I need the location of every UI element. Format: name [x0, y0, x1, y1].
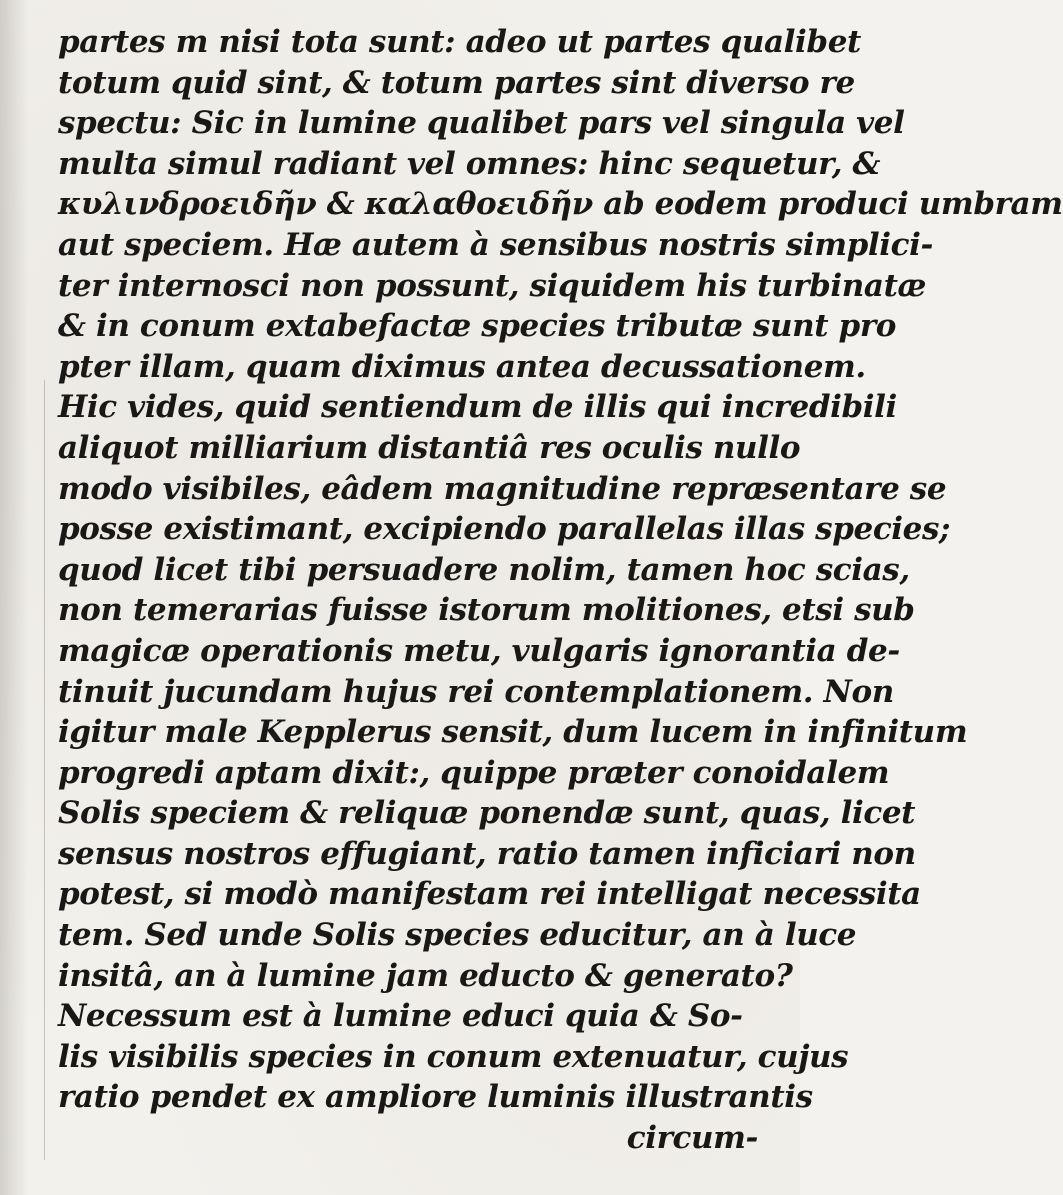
text-line: progredi aptam dixit:, quippe præter conoidalem [58, 754, 890, 791]
text-line: modo visibiles, eâdem magnitudine repræsentare se [58, 470, 947, 507]
text-line: sensus nostros effugiant, ratio tamen inficiari non [58, 835, 916, 872]
text-line: & in conum extabefactæ species tributæ sunt pro [58, 308, 897, 345]
gutter-shadow [0, 0, 28, 1195]
catchword: circum- [626, 1120, 758, 1157]
text-line: Solis speciem & reliquæ ponendæ sunt, quas, licet [58, 795, 916, 832]
text-line: igitur male Kepplerus sensit, dum lucem in infinitum [58, 714, 968, 751]
text-line: magicæ operationis metu, vulgaris ignorantia de- [58, 632, 900, 669]
text-line: posse existimant, excipiendo parallelas illas species; [58, 511, 951, 548]
margin-rule [44, 380, 45, 1160]
text-line: lis visibilis species in conum extenuatur, cujus [58, 1038, 849, 1075]
text-line: aliquot milliarium distantiâ res oculis nullo [58, 429, 801, 466]
text-line: pter illam, quam diximus antea decussationem. [58, 348, 866, 385]
text-line: ratio pendet ex ampliore luminis illustrantis [58, 1079, 813, 1116]
text-line: totum quid sint, & totum partes sint diverso re [58, 64, 855, 101]
text-line: quod licet tibi persuadere nolim, tamen hoc scias, [58, 551, 910, 588]
text-line: tem. Sed unde Solis species educitur, an à luce [58, 917, 857, 954]
text-line: ter internosci non possunt, siquidem his turbinatæ [58, 267, 926, 304]
text-line: non temerarias fuisse istorum molitiones, etsi sub [58, 592, 915, 629]
text-line: Hic vides, quid sentiendum de illis qui incredibili [58, 389, 897, 426]
text-line: multa simul radiant vel omnes: hinc sequetur, & [58, 145, 881, 182]
text-line: aut speciem. Hæ autem à sensibus nostris simplici- [58, 226, 933, 263]
text-line: partes m nisi tota sunt: adeo ut partes qualibet [58, 24, 861, 60]
text-line: spectu: Sic in lumine qualibet pars vel singula vel [58, 105, 905, 142]
text-line: tinuit jucundam hujus rei contemplationem. Non [58, 673, 894, 710]
text-line: κυλινδροειδῆν & καλαθοειδῆν ab eodem produci umbram [58, 186, 1063, 223]
text-line: Necessum est à lumine educi quia & So- [58, 998, 743, 1035]
text-line: potest, si modò manifestam rei intelligat necessita [58, 876, 921, 913]
page-text [58, 22, 1063, 1159]
text-line: insitâ, an à lumine jam educto & generato? [58, 957, 793, 994]
